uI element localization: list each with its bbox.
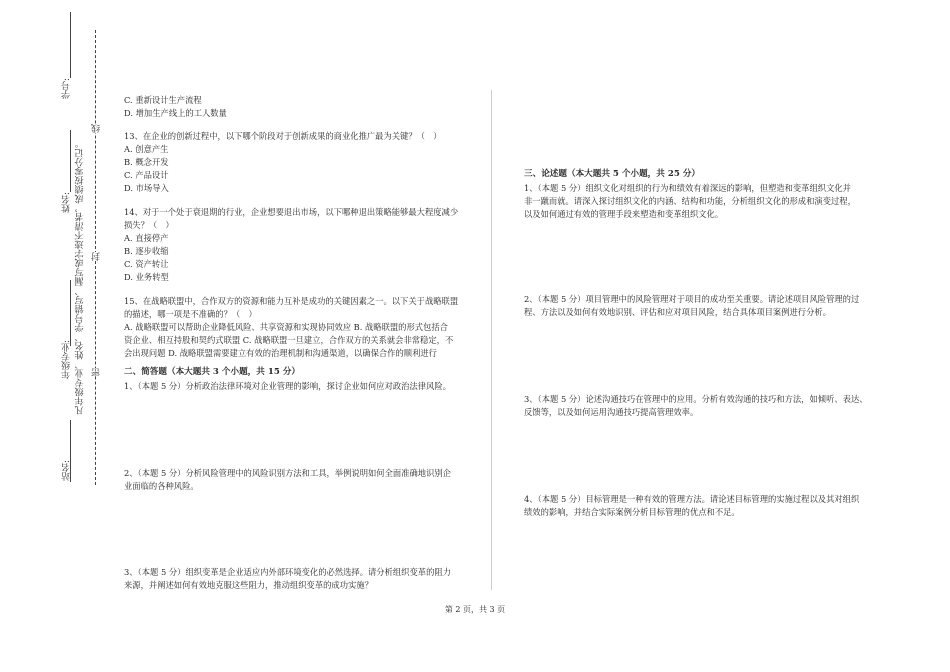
section3-q1-line1: 1、（本题 5 分）组织文化对组织的行为和绩效有着深远的影响，但塑造和变革组织文化并 bbox=[524, 183, 851, 193]
section3-q4-line1: 4、（本题 5 分）目标管理是一种有效的管理方法。请论述目标管理的实施过程以及其对组织 bbox=[524, 494, 860, 504]
school-line[interactable] bbox=[70, 420, 71, 482]
grade-line[interactable] bbox=[70, 280, 71, 346]
section3-q4-line2: 绩效的影响，并结合实际案例分析目标管理的优点和不足。 bbox=[524, 507, 740, 517]
q14-option-d: D. 业务转型 bbox=[124, 272, 169, 282]
q14-stem-line2: 损失？（ ） bbox=[124, 220, 174, 230]
section2-q3-line2: 来源，并阐述如何有效地克服这些阻力，推动组织变革的成功实施？ bbox=[124, 580, 373, 590]
section3-q2-line2: 程、方法以及如何有效地识别、评估和应对项目风险，结合具体项目案例进行分析。 bbox=[524, 307, 831, 317]
q13-option-c: C. 产品设计 bbox=[124, 170, 169, 180]
name-label: 姓名: bbox=[62, 192, 72, 214]
column-separator bbox=[491, 90, 492, 590]
q13-option-b: B. 概念开发 bbox=[124, 157, 169, 167]
section2-title: 二、简答题（本大题共 3 个小题，共 15 分） bbox=[124, 367, 301, 377]
q15-options-line1: A. 战略联盟可以帮助企业降低风险、共享资源和实现协同效应 B. 战略联盟的形式包括合 bbox=[124, 322, 448, 332]
name-line[interactable] bbox=[70, 130, 71, 192]
section2-q1: 1、（本题 5 分）分析政治法律环境对企业管理的影响，探讨企业如何应对政治法律风险。 bbox=[124, 381, 451, 391]
q13-stem: 13、在企业的创新过程中，以下哪个阶段对于创新成果的商业化推广最为关键？（ ） bbox=[124, 131, 442, 141]
q15-stem-line2: 的描述，哪一项是不准确的？（ ） bbox=[124, 309, 257, 319]
section3-q3-line1: 3、（本题 5 分）论述沟通技巧在管理中的应用。分析有效沟通的技巧和方法，如倾听、表达、 bbox=[524, 394, 868, 404]
page-number: 第 2 页，共 3 页 bbox=[444, 605, 506, 614]
q14-option-c: C. 资产转让 bbox=[124, 259, 169, 269]
seal-mi: 密 bbox=[92, 368, 102, 377]
student-id-line[interactable] bbox=[70, 12, 71, 78]
q12-option-c: C. 重新设计生产流程 bbox=[124, 95, 202, 105]
q15-options-line2: 资企业、相互持股和契约式联盟 C. 战略联盟一旦建立，合作双方的关系就会非常稳定，不 bbox=[124, 335, 454, 345]
q13-option-a: A. 创意产生 bbox=[124, 144, 169, 154]
section3-q2-line1: 2、（本题 5 分）项目管理中的风险管理对于项目的成功至关重要。请论述项目风险管理的过 bbox=[524, 294, 860, 304]
section2-q2-line1: 2、（本题 5 分）分析风险管理中的风险识别方法和工具，举例说明如何全面准确地识别企 bbox=[124, 468, 451, 478]
q14-stem-line1: 14、对于一个处于衰退期的行业，企业想要退出市场，以下哪种退出策略能够最大程度减少 bbox=[124, 207, 459, 217]
q15-stem-line1: 15、在战略联盟中，合作双方的资源和能力互补是成功的关键因素之一。以下关于战略联盟 bbox=[124, 296, 459, 306]
section2-q2-line2: 业面临的各种风险。 bbox=[124, 481, 199, 491]
q14-option-a: A. 直接停产 bbox=[124, 233, 169, 243]
q14-option-b: B. 逐步收缩 bbox=[124, 246, 169, 256]
q15-options-line3: 会出现问题 D. 战略联盟需要建立有效的治理机制和沟通渠道，以确保合作的顺利进行 bbox=[124, 348, 437, 358]
q12-option-d: D. 增加生产线上的工人数量 bbox=[124, 108, 227, 118]
section3-title: 三、论述题（本大题共 5 个小题，共 25 分） bbox=[524, 169, 701, 179]
grade-label: 年级专业: bbox=[62, 340, 72, 380]
section2-q3-line1: 3、（本题 5 分）组织变革是企业适应内外部环境变化的必然选择。请分析组织变革的阻力 bbox=[124, 567, 451, 577]
student-id-label: 学号: bbox=[62, 78, 72, 100]
section3-q1-line2: 非一蹴而就。请深入探讨组织文化的内涵、结构和功能，分析组织文化的形成和演变过程， bbox=[524, 196, 856, 206]
seal-xian: 线 bbox=[92, 124, 102, 133]
seal-feng: 封 bbox=[92, 252, 102, 261]
section3-q1-line3: 以及如何通过有效的管理手段来塑造和变革组织文化。 bbox=[524, 209, 724, 219]
binding-notice: 凡年级专业、姓名、学号错写、漏写或字迹不清者，成绩按零分记。 bbox=[75, 139, 86, 415]
school-label: 站名: bbox=[62, 460, 72, 482]
section3-q3-line2: 反馈等，以及如何运用沟通技巧提高管理效率。 bbox=[524, 407, 699, 417]
q13-option-d: D. 市场导入 bbox=[124, 183, 169, 193]
